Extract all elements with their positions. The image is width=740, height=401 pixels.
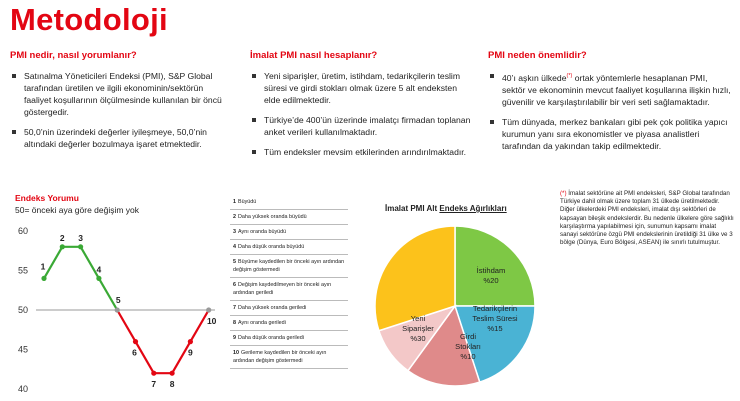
data-point [133, 339, 138, 344]
slice-label: Tedarikçilerin [472, 304, 518, 313]
point-label: 4 [96, 264, 102, 275]
data-point [41, 276, 46, 281]
legend-text: Aynı oranda büyüdü [238, 229, 287, 235]
legend-number: 1 [233, 199, 236, 205]
point-label: 6 [132, 347, 137, 358]
legend-cell [230, 255, 348, 278]
point-label: 5 [115, 295, 121, 305]
legend-cell [230, 278, 348, 301]
legend-row [230, 225, 348, 240]
legend-row [230, 210, 348, 225]
legend-cell [230, 316, 348, 331]
slice-label: %10 [460, 352, 476, 361]
bullet-item: Yeni siparişler, üretim, istihdam, tedarikçilerin teslim süresi ve girdi stokları olmak üzere 5 alt endeksten elde edilmektedir. [250, 70, 475, 106]
pie-title-underlined: Endeks Ağırlıkları [439, 204, 507, 213]
legend-row [230, 240, 348, 255]
bullet-item: Türkiye’de 400’ün üzerinde imalatçı firmadan toplanan anket verileri kullanılmaktadır. [250, 114, 475, 138]
footnote [560, 190, 735, 247]
legend-text: Gerileme kaydedilen bir önceki ayın ardından değişim göstermedi [233, 350, 327, 364]
slice-label: Stokları [455, 342, 481, 351]
bullet-item [488, 70, 733, 108]
legend-row [230, 331, 348, 346]
legend-number: 8 [233, 320, 236, 326]
legend-number: 4 [233, 244, 236, 250]
legend-row [230, 301, 348, 316]
legend-number: 6 [233, 282, 236, 288]
legend-text: Büyüme kaydedilen bir önceki ayın ardından değişim göstermedi [233, 259, 345, 273]
legend-row [230, 316, 348, 331]
data-point [96, 276, 101, 281]
footnote-marker: (*) [560, 190, 567, 197]
chart-title: Endeks Yorumu [15, 193, 79, 203]
footnote-marker: (*) [566, 73, 573, 79]
slice-label: %30 [410, 334, 426, 343]
point-label: 10 [206, 316, 217, 326]
data-point [188, 339, 193, 344]
data-point [206, 307, 211, 312]
slice-label: İstihdam [476, 266, 506, 275]
pie-title-prefix: İmalat PMI Alt [385, 204, 440, 213]
point-label: 9 [188, 347, 193, 358]
section-what-is-pmi [10, 50, 232, 158]
slice-label: Siparişler [402, 324, 434, 333]
index-interpretation-chart [0, 215, 225, 400]
section-why-important [488, 50, 733, 160]
legend-cell [230, 240, 348, 255]
point-label: 2 [59, 232, 65, 243]
legend-row [230, 278, 348, 301]
line-segment [117, 310, 135, 342]
y-tick-label: 60 [17, 226, 28, 236]
y-tick-label: 55 [17, 265, 28, 276]
section-heading: PMI neden önemlidir? [488, 50, 587, 61]
slice-label: %20 [483, 276, 499, 285]
page-title: Metodoloji [10, 2, 168, 37]
data-point [151, 371, 156, 376]
point-label: 3 [78, 232, 83, 243]
legend-row [230, 346, 348, 369]
point-label: 7 [151, 379, 157, 390]
chart-subtitle: 50= önceki aya göre değişim yok [15, 205, 140, 215]
legend-text: Değişim kaydedilmeyen bir önceki ayın ardından geriledi [233, 282, 332, 296]
line-segment [44, 247, 62, 279]
legend-text: Daha yüksek oranda büyüdü [238, 214, 307, 220]
slice-label: Teslim Süresi [472, 314, 518, 323]
legend-number: 2 [233, 214, 236, 220]
slice-label: %15 [487, 324, 503, 333]
line-segment [190, 310, 208, 342]
legend-number: 9 [233, 335, 236, 341]
legend-cell [230, 210, 348, 225]
bullet-text: ortak yöntemlerle hesaplanan PMI, sektör ve ekonominin mevcut faaliyet koşullarına ilişkin hızlı, güvenilir ve karşılaştırılabilir bir veri seti sağlamaktadır. [502, 72, 731, 107]
legend-cell [230, 331, 348, 346]
bullet-text: 40’ı aşkın ülkede [502, 72, 567, 83]
legend-cell [230, 301, 348, 316]
legend-text: Daha düşük oranda geriledi [238, 335, 304, 341]
legend-number: 3 [233, 229, 236, 235]
data-point [115, 307, 120, 312]
legend-number: 7 [233, 305, 236, 311]
point-label: 8 [169, 379, 175, 390]
legend-cell [230, 225, 348, 240]
section-heading: PMI nedir, nasıl yorumlanır? [10, 50, 137, 61]
slice-label: Yeni [410, 314, 426, 323]
y-tick-label: 45 [17, 344, 28, 355]
subindex-weights-pie-chart [365, 216, 545, 391]
data-point [78, 244, 83, 249]
legend-text: Daha düşük oranda büyüdü [238, 244, 305, 250]
legend-number: 10 [233, 350, 239, 356]
line-segment [136, 342, 154, 374]
section-heading: İmalat PMI nasıl hesaplanır? [250, 50, 378, 61]
legend-number: 5 [233, 259, 236, 265]
bullet-item: 50,0’nin üzerindeki değerler iyileşmeye, 50,0’nin altındaki değerler bozulmaya işaret etmektedir. [10, 126, 232, 150]
pie-chart-title [385, 204, 507, 213]
footnote-text: İmalat sektörüne ait PMI endeksleri, S&P Global tarafından Türkiye dahil olmak üzere toplam 31 ülkede üretilmektedir. Diğer ülkelerdeki PMI endeksleri, imalat dışı sektörleri de kapsayan bileşik endekslerdir. Bu nedenle ülkelere göre sağlıklı karşılaştırma yapılabilmesi için, sunumun kapsamı imalat sanayi sektörüne özgü PMI endekslerinin üretildiği 31 ülke ve 3 bölge (Dünya, Euro Bölgesi, ASEAN) ile sınırlı tutulmuştur. [560, 190, 734, 247]
legend-cell [230, 195, 348, 210]
data-point [60, 244, 65, 249]
data-point [170, 371, 175, 376]
bullet-item: Tüm dünyada, merkez bankaları gibi pek çok politika yapıcı kurumun yanı sıra ekonomistler ve piyasa analistleri tarafından da yakından takip edilmektedir. [488, 116, 733, 152]
legend-text: Aynı oranda geriledi [238, 320, 286, 326]
y-tick-label: 40 [17, 384, 28, 394]
y-tick-label: 50 [17, 305, 28, 315]
line-segment [99, 278, 117, 310]
bullet-item: Satınalma Yöneticileri Endeksi (PMI), S&P Global tarafından üretilen ve ilgili ekonominin/sektörün faaliyet koşullarının ölçülmesinde kullanılan bir öncü göstergedir. [10, 70, 232, 118]
bullet-item: Tüm endeksler mevsim etkilerinden arındırılmaktadır. [250, 146, 475, 158]
legend-text: Daha yüksek oranda geriledi [238, 305, 307, 311]
legend-row [230, 255, 348, 278]
section-how-calculated [250, 50, 475, 166]
interpretation-legend-table [230, 195, 348, 369]
legend-cell [230, 346, 348, 369]
point-label: 1 [40, 261, 46, 272]
legend-row [230, 195, 348, 210]
legend-text: Büyüdü [238, 199, 257, 205]
slice-label: Girdi [459, 332, 477, 341]
